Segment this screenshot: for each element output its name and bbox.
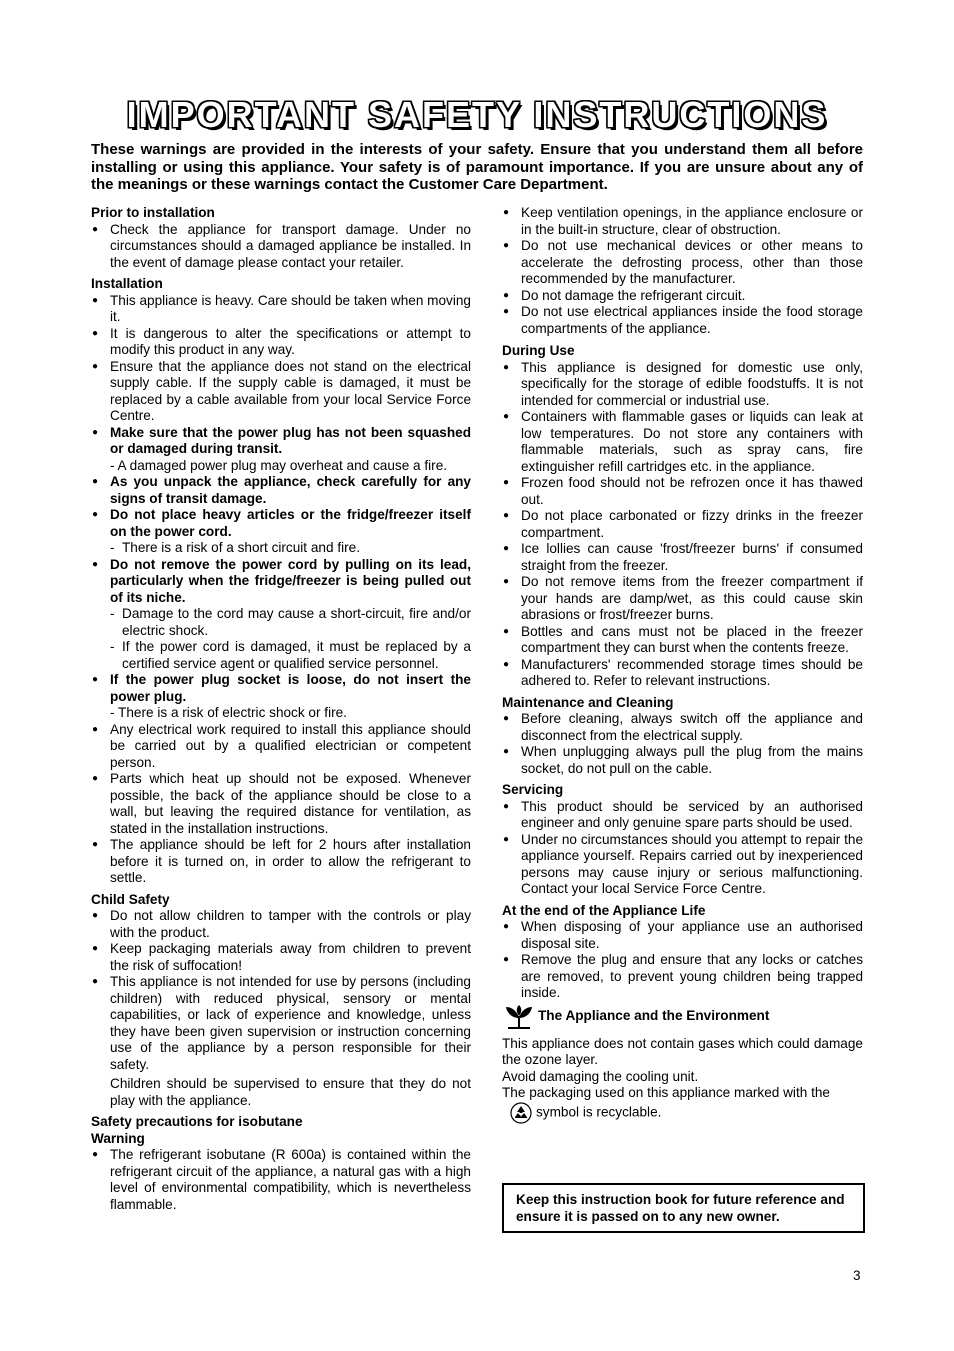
list-item: ● Ice lollies can cause 'frost/freezer burns' if consumed straight from the freezer. [502, 541, 863, 574]
list-item: ● This appliance is designed for domestic use only, specifically for the storage of edible foodstuffs. It is not intended for commercial or industrial use. [502, 360, 863, 410]
servicing-list [502, 799, 863, 898]
list-item: ● When disposing of your appliance use an authorised disposal site. [502, 919, 863, 952]
section-heading-isobutane: Safety precautions for isobutane [91, 1114, 303, 1129]
list-item: ● Containers with flammable gases or liquids can leak at low temperatures. Do not store any containers with flammable materials, such as spray cans, fire extinguisher refill cartridges etc. in the appliance. [502, 409, 863, 475]
environment-paragraph-2: Avoid damaging the cooling unit. [502, 1068, 699, 1084]
list-item: ● Manufacturers' recommended storage times should be adhered to. Refer to relevant instructions. [502, 657, 863, 690]
list-item: ● Keep packaging materials away from children to prevent the risk of suffocation! [91, 941, 471, 974]
plant-environment-icon [502, 1004, 536, 1030]
list-item: ● Do not allow children to tamper with the controls or play with the product. [91, 908, 471, 941]
list-item: ● Frozen food should not be refrozen once it has thawed out. [502, 475, 863, 508]
list-item: ● Ensure that the appliance does not stand on the electrical supply cable. If the supply cable is damaged, it must be replaced by a cable available from your local Service Force Centre. [91, 359, 471, 425]
section-heading-during-use: During Use [502, 343, 575, 358]
environment-paragraph-3b: symbol is recyclable. [536, 1104, 662, 1120]
child-safety-list [91, 908, 471, 1073]
environment-paragraph-3b-row [502, 1102, 863, 1124]
list-item: ● Do not place heavy articles or the fridge/freezer itself on the power cord. [91, 507, 471, 540]
list-item: ● Before cleaning, always switch off the appliance and disconnect from the electrical supply. [502, 711, 863, 744]
list-dash-note: - There is a risk of a short circuit and fire. [91, 540, 471, 557]
list-item: ● Do not use electrical appliances inside the food storage compartments of the appliance. [502, 304, 863, 337]
maintenance-list [502, 711, 863, 777]
list-item: ● This product should be serviced by an authorised engineer and only genuine spare parts should be used. [502, 799, 863, 832]
list-note: - A damaged power plug may overheat and cause a fire. [110, 457, 448, 473]
left-column [91, 205, 471, 1213]
list-item: ● Keep ventilation openings, in the appliance enclosure or in the built-in structure, clear of obstruction. [502, 205, 863, 238]
list-note: - There is a risk of electric shock or fire. [110, 705, 347, 720]
list-item: ● When unplugging always pull the plug from the mains socket, do not pull on the cable. [502, 744, 863, 777]
installation-list-3 [91, 557, 471, 607]
list-item: ● Check the appliance for transport damage. Under no circumstances should a damaged appliance be installed. In the event of damage please contact your retailer. [91, 222, 471, 272]
list-dash-note: - If the power cord is damaged, it must be replaced by a certified service agent or qualified service personnel. [91, 639, 471, 672]
list-item: ● This appliance is not intended for use by persons (including children) with reduced physical, sensory or mental capabilities, or lack of experience and knowledge, unless they have been given supervision or instruction concerning use of the appliance by a person responsible for their safety. [91, 974, 471, 1073]
list-item: ● As you unpack the appliance, check carefully for any signs of transit damage. [91, 474, 471, 507]
section-heading-end-of-life: At the end of the Appliance Life [502, 902, 706, 918]
section-heading-maintenance: Maintenance and Cleaning [502, 694, 674, 710]
list-item: ● Remove the plug and ensure that any locks or catches are removed, to prevent young children being trapped inside. [502, 952, 863, 1002]
list-item: ● Make sure that the power plug has not been squashed or damaged during transit. [91, 425, 471, 458]
environment-heading: The Appliance and the Environment [538, 1008, 770, 1024]
list-item: ● Do not remove the power cord by pulling on its lead, particularly when the fridge/freezer is being pulled out of its niche. [91, 557, 471, 607]
page-number: 3 [853, 1268, 861, 1283]
isobutane-list [91, 1147, 471, 1213]
section-heading-servicing: Servicing [502, 782, 564, 797]
installation-list-4 [91, 672, 471, 705]
list-item: ● Do not place carbonated or fizzy drinks in the freezer compartment. [502, 508, 863, 541]
list-item: ● Any electrical work required to install this appliance should be carried out by a qualified electrician or competent person. [91, 722, 471, 772]
list-item: ● If the power plug socket is loose, do not insert the power plug. [91, 672, 471, 705]
list-dash-note: - Damage to the cord may cause a short-circuit, fire and/or electric shock. [91, 606, 471, 639]
list-item: ● Under no circumstances should you attempt to repair the appliance yourself. Repairs carried out by inexperienced persons may cause injury or serious malfunctioning. Contact your local Service Force Centre. [502, 832, 863, 898]
list-item: ● Bottles and cans must not be placed in the freezer compartment they can burst when the contents freeze. [502, 624, 863, 657]
list-item: ● It is dangerous to alter the specifications or attempt to modify this product in any way. [91, 326, 471, 359]
list-item: ● Do not use mechanical devices or other means to accelerate the defrosting process, other than those recommended by the manufacturer. [502, 238, 863, 288]
during-use-list [502, 360, 863, 690]
section-heading-prior: Prior to installation [91, 205, 215, 220]
installation-list-2 [91, 474, 471, 540]
environment-paragraph-3: The packaging used on this appliance marked with the [502, 1085, 830, 1100]
list-item: ● Parts which heat up should not be exposed. Whenever possible, the back of the appliance should be close to a wall, but leaving the required distance for ventilation, as stated in the installation instructions. [91, 771, 471, 837]
list-item: ● Do not remove items from the freezer compartment if your hands are damp/wet, as this could cause skin abrasions or frost/freezer burns. [502, 574, 863, 624]
list-item: ● This appliance is heavy. Care should be taken when moving it. [91, 293, 471, 326]
page-title: IMPORTANT SAFETY INSTRUCTIONS [126, 94, 828, 135]
recycle-icon [510, 1102, 532, 1124]
section-heading-installation: Installation [91, 276, 163, 291]
end-of-life-list [502, 919, 863, 1002]
keep-instructions-note: Keep this instruction book for future reference and ensure it is passed on to any new owner. [502, 1183, 865, 1233]
section-heading-child-safety: Child Safety [91, 891, 170, 907]
list-item: ● Do not damage the refrigerant circuit. [502, 288, 863, 305]
environment-heading-row [502, 1004, 863, 1030]
right-column [502, 205, 863, 1124]
list-item: ● The appliance should be left for 2 hours after installation before it is turned on, in order to allow the refrigerant to settle. [91, 837, 471, 887]
list-note: Children should be supervised to ensure that they do not play with the appliance. [110, 1076, 471, 1108]
section-subheading-warning: Warning [91, 1130, 145, 1146]
prior-list [91, 222, 471, 272]
list-item: ● The refrigerant isobutane (R 600a) is contained within the refrigerant circuit of the appliance, a natural gas with a high level of environmental compatibility, which is nevertheless flammable. [91, 1147, 471, 1213]
installation-list-5 [91, 722, 471, 887]
installation-list [91, 293, 471, 458]
isobutane-list-continued [502, 205, 863, 337]
environment-paragraph-1: This appliance does not contain gases which could damage the ozone layer. [502, 1035, 863, 1067]
intro-paragraph: These warnings are provided in the interests of your safety. Ensure that you understand them all before installing or using this appliance. Your safety is of paramount importance. If you are unsure about any of the meanings or these warnings contact the Customer Care Department. [91, 141, 863, 193]
